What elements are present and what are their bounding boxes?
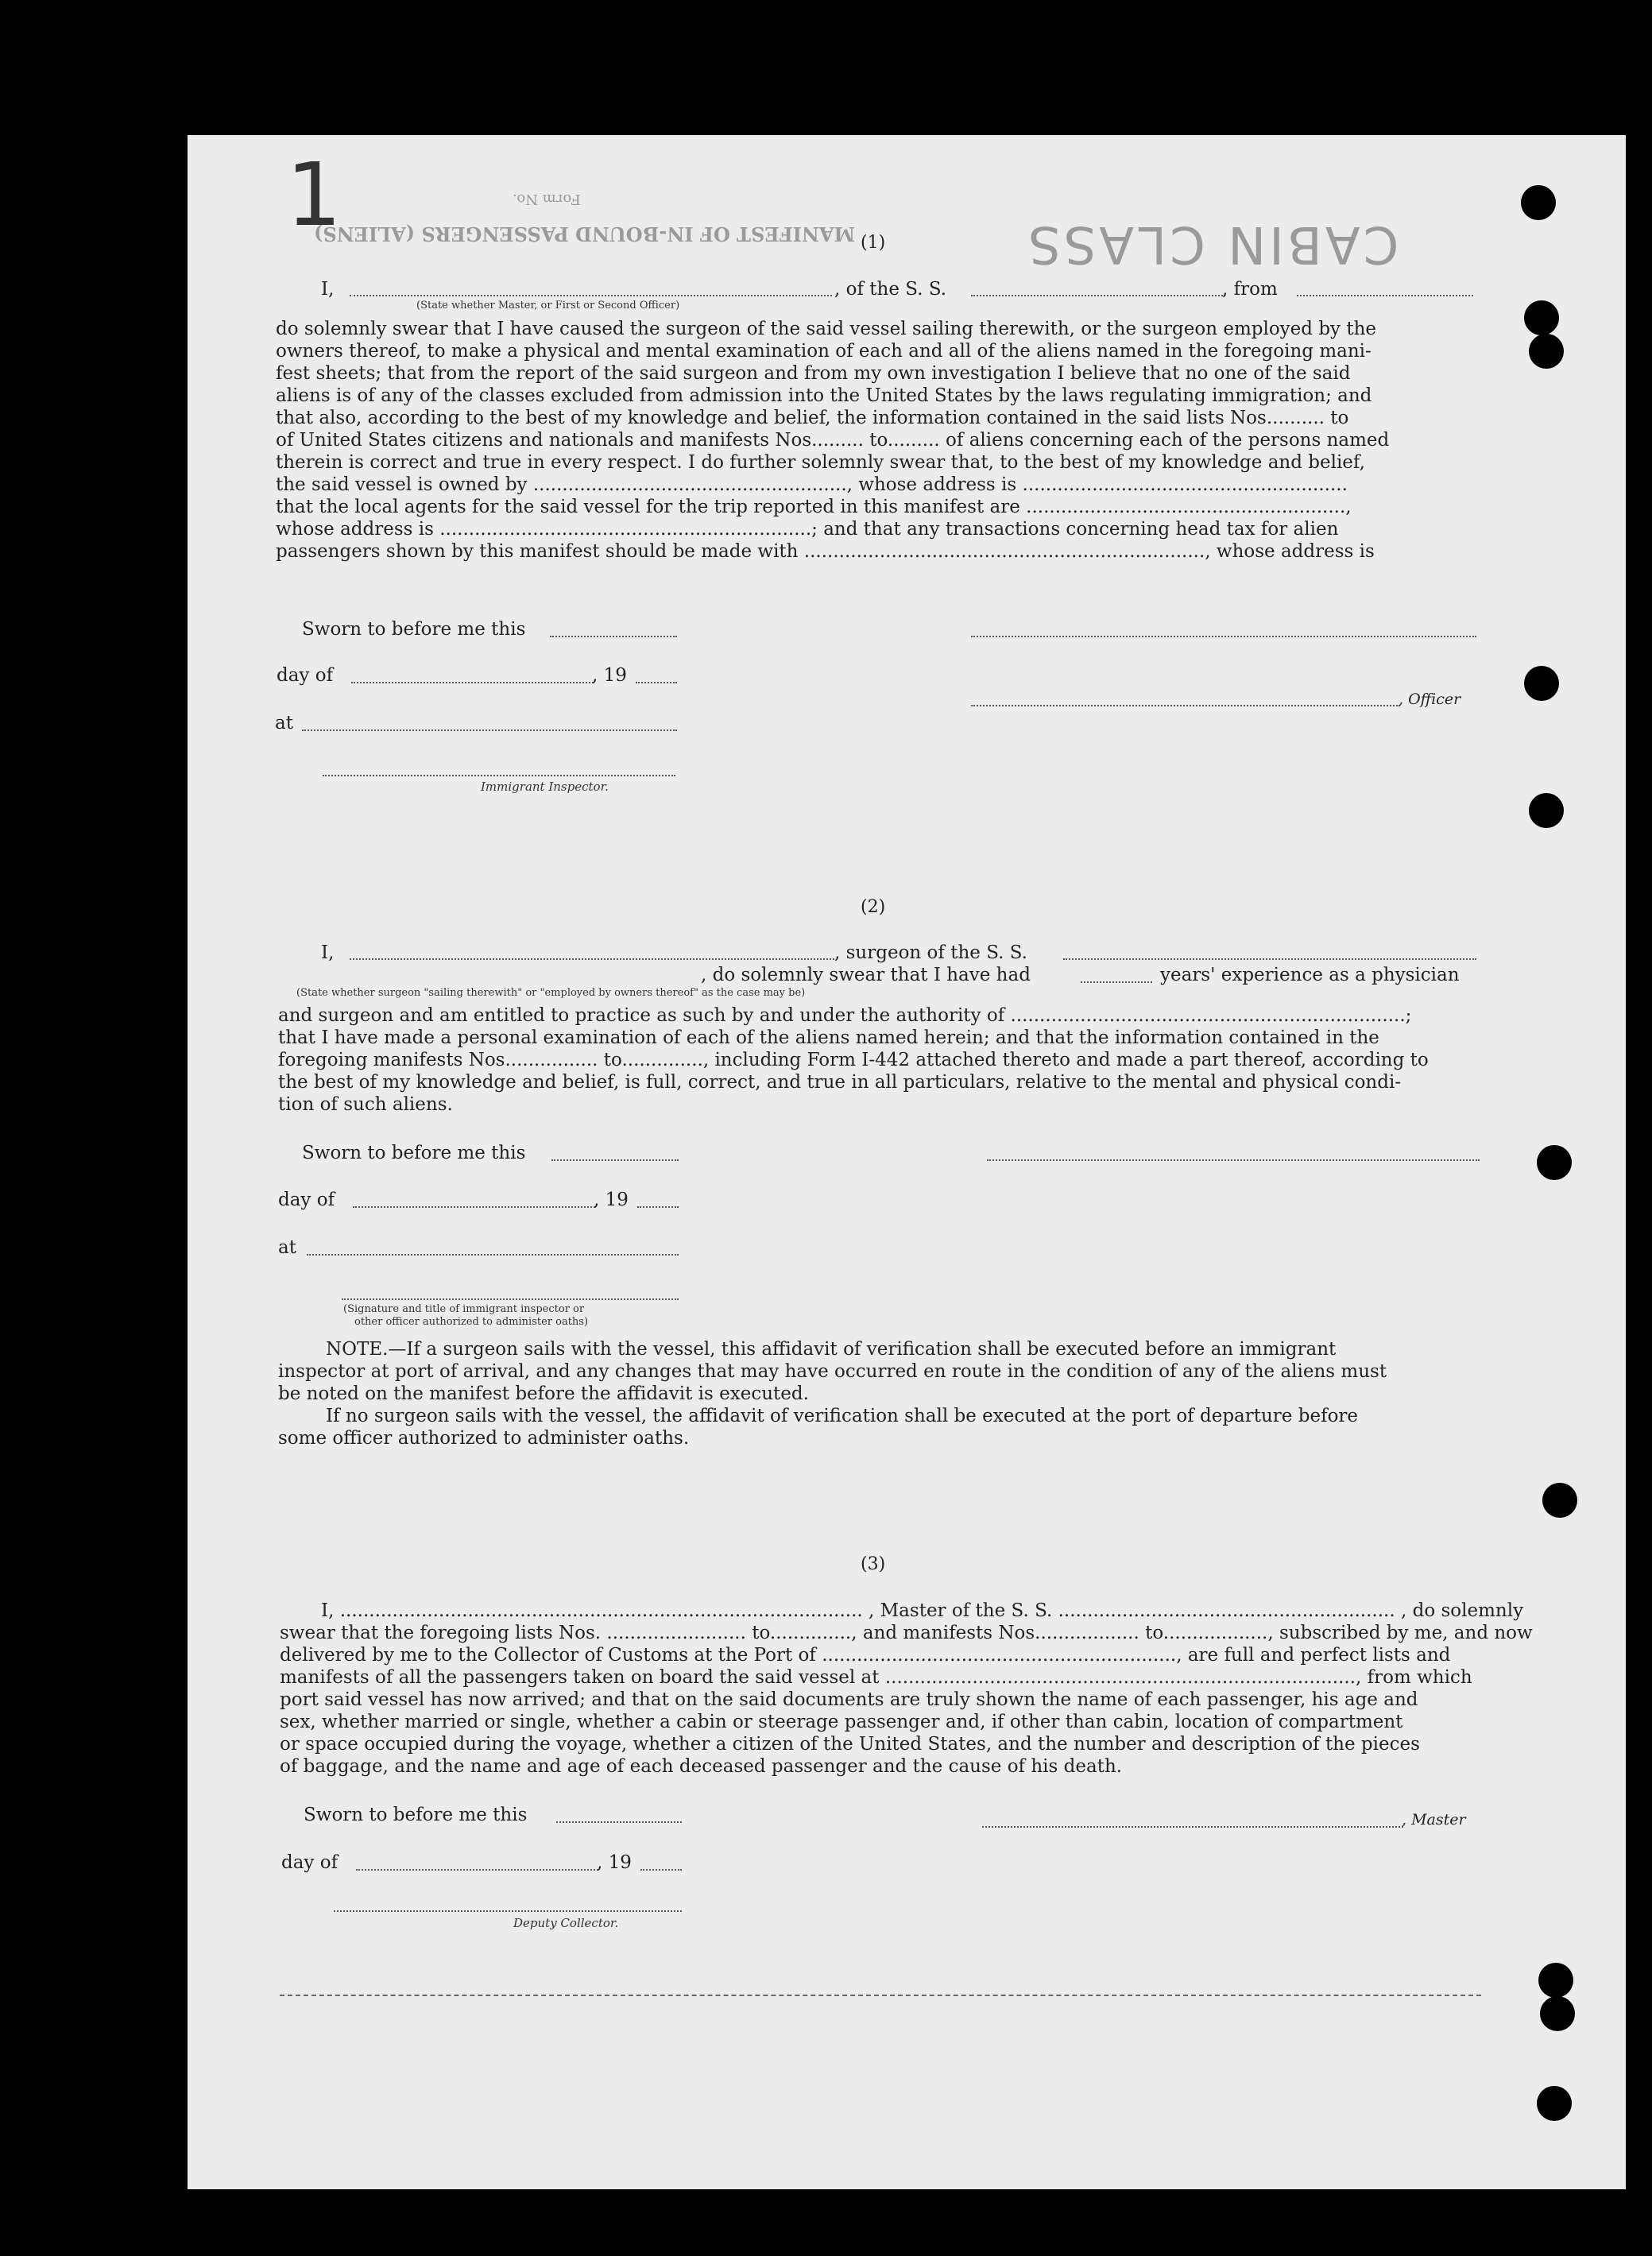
body-line: the said vessel is owned by ......................................................, whose address is ........................................................ [276,474,1348,495]
body-line: swear that the foregoing lists Nos. ........................ to.............., and manifests Nos.................. to.................., subscribed by me, and now [280,1623,1533,1643]
section-1-body [276,318,1484,563]
body-line: therein is correct and true in every respect. I do further solemnly swear that, to the best of my knowledge and belief, [276,452,1365,473]
section-2-heading: (2) [861,897,886,917]
body-line: that also, according to the best of my knowledge and belief, the information contained in the said lists Nos.......... to [276,408,1349,428]
body-line: fest sheets; that from the report of the said surgeon and from my own investigation I believe that no one of the said [276,363,1351,384]
section-3-year: , 19 [597,1852,632,1873]
punch-hole [1537,2086,1572,2121]
section-3-master-label: , Master [1402,1811,1466,1828]
punch-hole [1538,1963,1573,1998]
section-2-year: , 19 [594,1190,629,1210]
section-2-line2-experience: years' experience as a physician [1160,965,1460,985]
punch-hole [1542,1483,1577,1518]
cabin-class-stamp: CABIN CLASS [1025,215,1399,273]
body-line: whose address is ................................................................; and that any transactions concerning head tax for alien [276,519,1339,540]
section-3-day-of: day of [281,1852,339,1873]
bleed-through-form-number: Form No. [513,191,581,207]
section-1-officer-note: (State whether Master, or First or Second Officer) [416,300,680,312]
note-line: inspector at port of arrival, and any changes that may have occurred en route in the condition of any of the aliens must [278,1361,1387,1382]
body-line: and surgeon and am entitled to practice as such by and under the authority of ....................................................................; [278,1005,1412,1026]
note-line: be noted on the manifest before the affidavit is executed. [278,1383,809,1404]
section-1-officer-label: , Officer [1399,691,1461,708]
section-2-day-of: day of [278,1190,335,1210]
punch-hole [1529,334,1564,369]
body-line: that I have made a personal examination of each of the aliens named herein; and that the information contained in the [278,1027,1379,1048]
section-2-sworn: Sworn to before me this [302,1143,526,1163]
body-line: aliens is of any of the classes excluded from admission into the United States by the laws regulating immigration; and [276,385,1372,406]
section-1-year: , 19 [592,665,627,686]
body-line: do solemnly swear that I have caused the surgeon of the said vessel sailing therewith, or the surgeon employed by the [276,319,1377,339]
section-3-heading: (3) [861,1554,886,1574]
body-line: owners thereof, to make a physical and mental examination of each and all of the aliens named in the foregoing mani- [276,341,1372,362]
section-2-signature-note-1: (Signature and title of immigrant inspector or [343,1303,585,1315]
body-line: the best of my knowledge and belief, is full, correct, and true in all particulars, relative to the mental and physical condi- [278,1072,1402,1093]
body-line: of United States citizens and nationals and manifests Nos......... to......... of aliens concerning each of the persons named [276,430,1390,451]
section-1-sworn: Sworn to before me this [302,619,526,640]
section-3-sworn: Sworn to before me this [304,1805,528,1825]
section-2-at: at [278,1237,296,1258]
body-line: sex, whether married or single, whether a cabin or steerage passenger and, if other than cabin, location of compartment [280,1712,1403,1732]
section-3-body [280,1600,1533,1778]
punch-hole [1521,185,1556,220]
handwritten-mark: 1 [286,144,342,246]
note-line: If no surgeon sails with the vessel, the affidavit of verification shall be executed at the port of departure before [326,1406,1359,1426]
section-2-surgeon-note: (State whether surgeon "sailing therewith" or "employed by owners thereof" as the case may be) [296,987,806,999]
body-line: foregoing manifests Nos................ to.............., including Form I-442 attached thereto and made a part thereof, according to [278,1050,1429,1070]
section-1-inspector-label: Immigrant Inspector. [481,780,609,794]
section-2-body [278,1004,1486,1116]
note-line: some officer authorized to administer oaths. [278,1428,690,1449]
punch-hole [1529,793,1564,828]
body-line: I, .......................................................................................... , Master of the S. S. .......................................................... , do solemnly [321,1600,1524,1621]
punch-hole [1524,666,1559,701]
section-2-signature-note-2: other officer authorized to administer oaths) [354,1316,589,1328]
bleed-through-title: MANIFEST OF IN-BOUND PASSENGERS (ALIENS) [314,223,856,246]
note-line: NOTE.—If a surgeon sails with the vessel, this affidavit of verification shall be executed before an immigrant [326,1339,1337,1360]
body-line: delivered by me to the Collector of Customs at the Port of ............................................................., are full and perfect lists and [280,1645,1451,1666]
body-line: that the local agents for the said vessel for the trip reported in this manifest are ......................................................., [276,497,1352,517]
section-1-line1-prefix: I, [321,279,335,300]
section-1-heading: (1) [861,233,886,253]
body-line: tion of such aliens. [278,1094,453,1115]
section-2-line1-prefix: I, [321,942,335,963]
body-line: port said vessel has now arrived; and that on the said documents are truly shown the name of each passenger, his age and [280,1689,1418,1710]
section-3-deputy-label: Deputy Collector. [513,1916,619,1930]
body-line: or space occupied during the voyage, whether a citizen of the United States, and the number and description of the pieces [280,1734,1420,1755]
section-2-line1-ship: , surgeon of the S. S. [834,942,1027,963]
section-2-line2-swear: , do solemnly swear that I have had [701,965,1031,985]
section-1-line1-ship: , of the S. S. [834,279,947,300]
body-line: passengers shown by this manifest should be made with ....................................................................., whose address is [276,541,1375,562]
punch-hole [1540,1996,1575,2031]
body-line: manifests of all the passengers taken on board the said vessel at ................................................................................., from which [280,1667,1472,1688]
punch-hole [1524,300,1559,335]
body-line: of baggage, and the name and age of each deceased passenger and the cause of his death. [280,1756,1123,1777]
punch-hole [1537,1145,1572,1180]
section-1-day-of: day of [277,665,334,686]
section-1-at: at [275,713,293,733]
section-2-note [278,1338,1486,1449]
section-1-line1-from: , from [1222,279,1278,300]
